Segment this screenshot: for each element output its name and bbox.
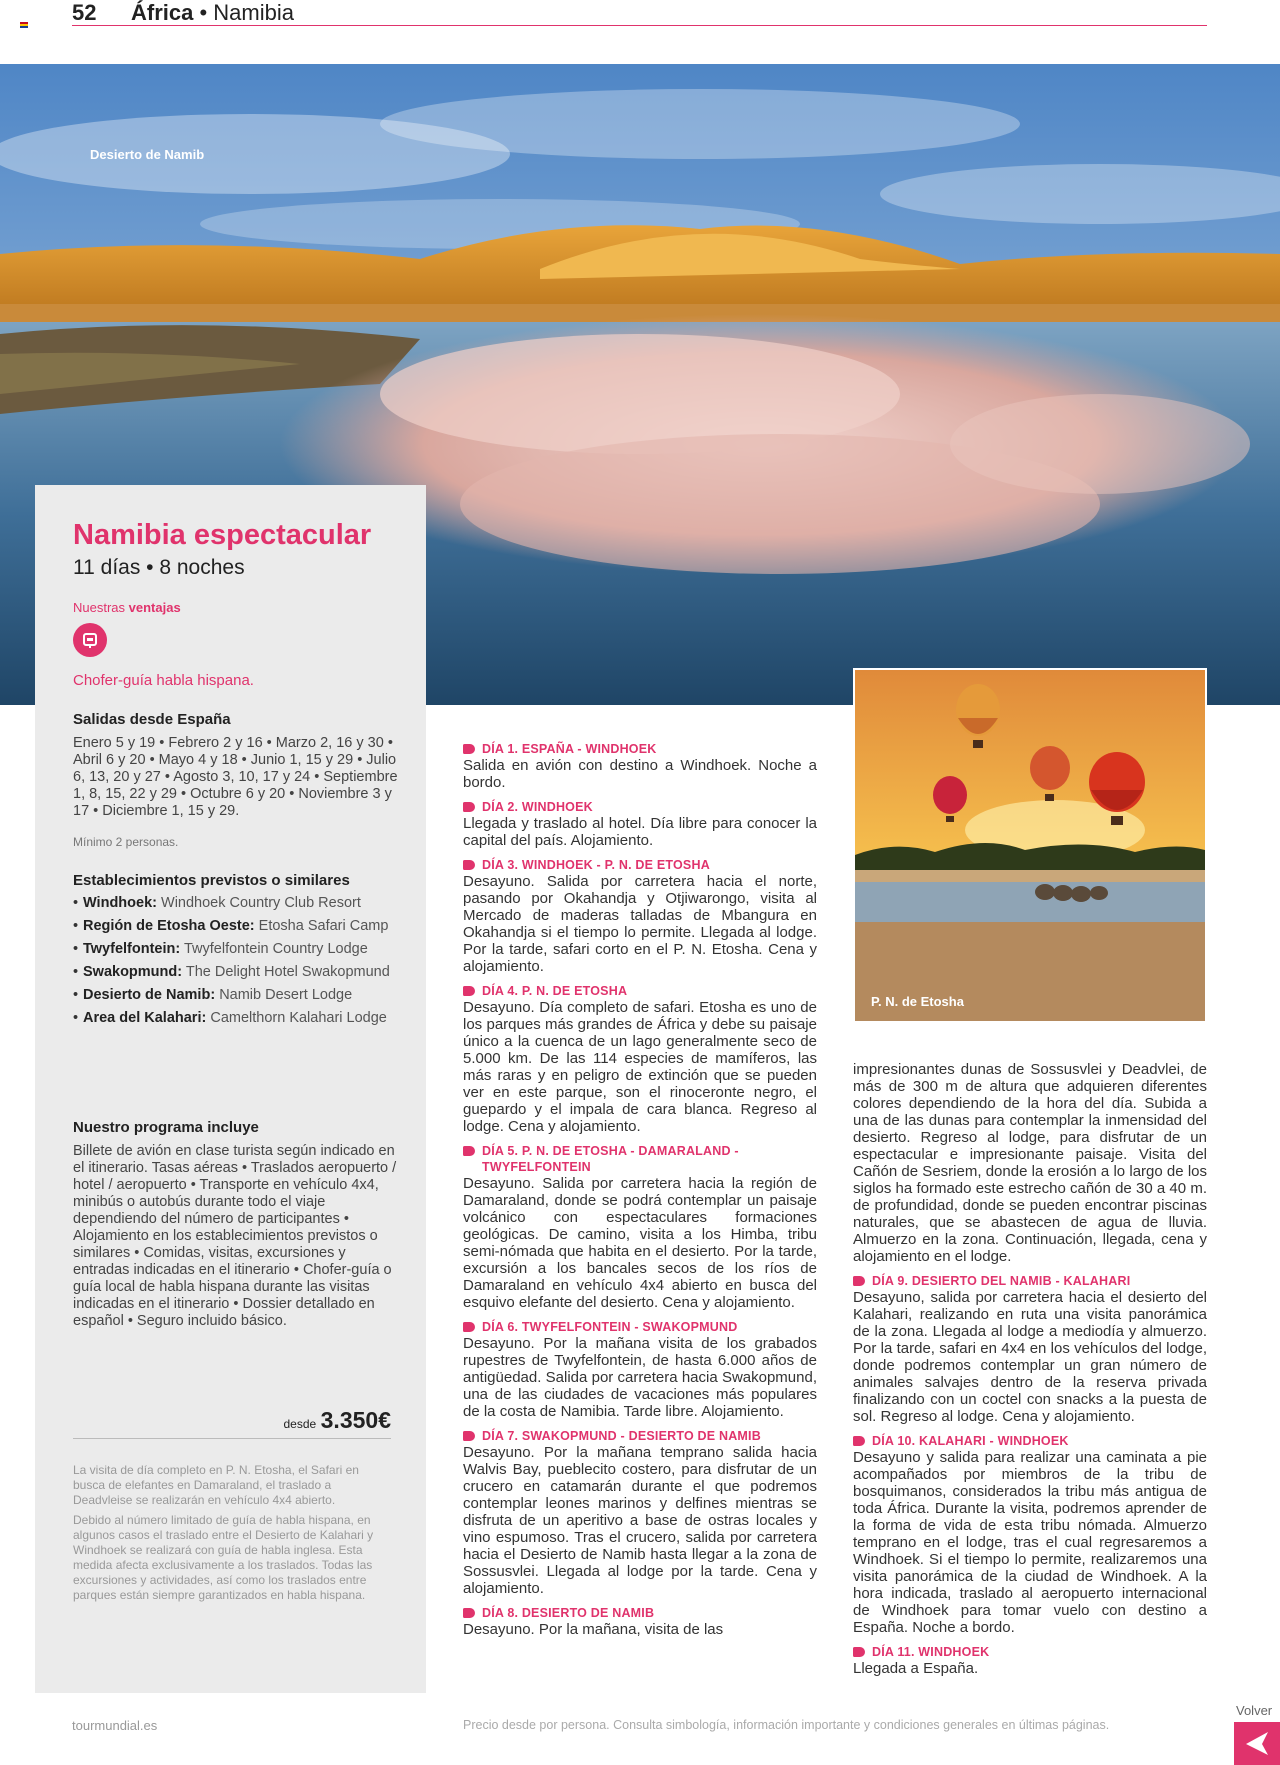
day-text: Desayuno. Día completo de safari. Etosha es uno de los parques más grandes de África y debe su paisaje único a la cuenca de un lago generalmente seco de 5.000 km. De las 114 especies de mamíferos, las más raras y en peligro de extinción que se pueden ver en este parque, son el rinoceronte negro, el guepardo y el impala de cara blanca. Regreso al lodge. Cena y alojamiento.: [463, 999, 817, 1135]
establishment-item: [73, 1010, 403, 1027]
guide-icon: [73, 623, 107, 657]
establishment-hotel: The Delight Hotel Swakopmund: [185, 964, 390, 980]
day-text-continued: impresionantes dunas de Sossusvlei y Deadvlei, de más de 300 m de altura que adquieren diferentes colores dependiendo de la hora del día. Subida a una de las dunas para contemplar la inmensidad del desierto. Regreso al lodge, para disfrutar de un espectacular e impresionante paisaje. Visita del Cañón de Sesriem, donde la erosión a lo largo de los siglos ha formado este estrecho cañón de 30 a 40 m. de profundidad, donde se pueden encontrar piscinas naturales, que se abastecen de agua de lluvia. Almuerzo en la zona. Continuación, llegada, cena y alojamiento en el lodge.: [853, 1061, 1207, 1265]
includes-heading: Nuestro programa incluye: [73, 1119, 259, 1136]
advantages-bold: ventajas: [128, 600, 181, 615]
day-title: DÍA 3. WINDHOEK - P. N. DE ETOSHA: [463, 857, 817, 873]
day-text: Desayuno. Salida por carretera hacia la región de Damaraland, donde se podrá contemplar un paisaje volcánico con espectaculares formaciones geológicas. De camino, visita a los Himba, tribu semi-nómada que habita en el desierto. Por la tarde, excursión a los bancales secos de los ríos de Damaraland en vehículo 4x4 abierto en busca del esquivo elefante del desierto. Cena y alojamiento.: [463, 1175, 817, 1311]
trip-info-panel: [35, 485, 426, 1693]
day-title: DÍA 6. TWYFELFONTEIN - SWAKOPMUND: [463, 1319, 817, 1335]
establishment-item: [73, 964, 403, 981]
establishment-place: Desierto de Namib:: [83, 987, 216, 1003]
departures-heading: Salidas desde España: [73, 711, 231, 728]
country-name: Namibia: [213, 0, 294, 25]
itinerary-day: [463, 1143, 817, 1311]
itinerary-day: [463, 857, 817, 975]
itinerary-day: [463, 1428, 817, 1597]
establishment-item: [73, 941, 403, 958]
trip-duration: 11 días • 8 noches: [73, 556, 245, 579]
title-separator: •: [193, 0, 214, 25]
arrow-left-icon: [1234, 1722, 1280, 1765]
establishment-place: Area del Kalahari:: [83, 1010, 207, 1026]
price-divider: [73, 1438, 391, 1439]
region-name: África: [131, 0, 194, 25]
page-number: 52: [72, 0, 97, 25]
establishments-list: [73, 895, 403, 1033]
back-button[interactable]: [1234, 1722, 1280, 1765]
day-title: DÍA 8. DESIERTO DE NAMIB: [463, 1605, 817, 1621]
advantage-text: Chofer-guía habla hispana.: [73, 672, 254, 689]
itinerary-column-1: [463, 741, 817, 1646]
establishment-place: Swakopmund:: [83, 964, 183, 980]
header-divider: [72, 25, 1207, 26]
day-text: Llegada y traslado al hotel. Día libre para conocer la capital del país. Alojamiento.: [463, 815, 817, 849]
establishment-item: [73, 895, 403, 912]
day-title: DÍA 7. SWAKOPMUND - DESIERTO DE NAMIB: [463, 1428, 817, 1444]
establishment-hotel: Camelthorn Kalahari Lodge: [210, 1010, 387, 1026]
itinerary-day: [463, 741, 817, 791]
day-title: DÍA 5. P. N. DE ETOSHA - DAMARALAND - TWYFELFONTEIN: [463, 1143, 817, 1175]
establishment-hotel: Namib Desert Lodge: [219, 987, 353, 1003]
day-text: Desayuno. Por la mañana visita de los grabados rupestres de Twyfelfontein, de hasta 6.000 años de antigüedad. Salida por carretera hacia Swakopmund, una de las ciudades de vacaciones más populares de la costa de Namibia. Tarde libre. Alojamiento.: [463, 1335, 817, 1420]
note-4x4: La visita de día completo en P. N. Etosha, el Safari en busca de elefantes en Damaraland, el traslado a Deadvleise se realizarán en vehículo 4x4 abierto.: [73, 1463, 359, 1507]
itinerary-day: [463, 799, 817, 849]
establishment-item: [73, 987, 403, 1004]
establishment-hotel: Etosha Safari Camp: [258, 918, 389, 934]
day-title: DÍA 11. WINDHOEK: [853, 1644, 1207, 1660]
itinerary-day: [853, 1644, 1207, 1677]
establishment-hotel: Twyfelfontein Country Lodge: [183, 941, 368, 957]
itinerary-day: [463, 983, 817, 1135]
establishment-item: [73, 918, 403, 935]
itinerary-day: [853, 1433, 1207, 1636]
note-guide: Debido al número limitado de guía de habla hispana, en algunos casos el traslado entre el Desierto de Kalahari y Windhoek se realizará con guía de habla inglesa. Esta medida afecta exclusivamente a los traslados. Todas las excursiones y actividades, así como los traslados entre parques están siempre garantizados en habla hispana.: [73, 1513, 374, 1602]
day-text: Desayuno y salida para realizar una caminata a pie acompañados por miembros de la tribu de bosquimanos, considerados la tribu más antigua de toda África. Durante la visita, podremos aprender de la forma de vida de esta tribu nómada. Almuerzo temprano en el lodge, tras el cual regresaremos a Windhoek. Si el tiempo lo permite, realizaremos una visita panorámica de la ciudad de Windhoek. A la hora indicada, traslado al aeropuerto internacional de Windhoek para tomar vuelo con destino a España. Noche a bordo.: [853, 1449, 1207, 1636]
min-people-note: Mínimo 2 personas.: [73, 835, 179, 849]
itinerary-column-2: [853, 1061, 1207, 1685]
section-title: [131, 0, 294, 26]
price: [73, 1407, 391, 1434]
etosha-photo: [853, 668, 1207, 1023]
day-text: Desayuno. Por la mañana, visita de las: [463, 1621, 724, 1638]
back-label: Volver: [1236, 1703, 1273, 1718]
advantages-label: [73, 600, 181, 615]
day-title: DÍA 9. DESIERTO DEL NAMIB - KALAHARI: [853, 1273, 1207, 1289]
day-text: Desayuno. Salida por carretera hacia el norte, pasando por Okahandja y Otjiwarongo, visita al Mercado de maderas talladas de Mbangura en Okahandja si el tiempo lo permite. Llegada al lodge. Por la tarde, safari corto en el P. N. Etosha. Cena y alojamiento.: [463, 873, 817, 975]
photo-caption: P. N. de Etosha: [871, 994, 964, 1009]
day-text: Salida en avión con destino a Windhoek. Noche a bordo.: [463, 757, 817, 791]
establishments-heading: Establecimientos previstos o similares: [73, 872, 350, 889]
itinerary-day: [853, 1273, 1207, 1425]
day-text: Desayuno, salida por carretera hacia el desierto del Kalahari, realizando en ruta una visita panorámica de la zona. Llegada al lodge a mediodía y almuerzo. Por la tarde, safari en 4x4 en los vehículos del lodge, donde podremos contemplar un gran número de animales salvajes dentro de la reserva privada finalizando con un coctel con snacks a la puesta de sol. Regreso al lodge. Cena y alojamiento.: [853, 1289, 1207, 1425]
day-title: DÍA 10. KALAHARI - WINDHOEK: [853, 1433, 1207, 1449]
establishment-place: Región de Etosha Oeste:: [83, 918, 255, 934]
trip-title: Namibia espectacular: [73, 519, 372, 551]
footer-note: Precio desde por persona. Consulta simbología, información importante y condiciones generales en últimas páginas.: [463, 1718, 1110, 1732]
footer-site-link[interactable]: tourmundial.es: [72, 1718, 158, 1733]
departures-text: Enero 5 y 19 • Febrero 2 y 16 • Marzo 2, 16 y 30 • Abril 6 y 20 • Mayo 4 y 18 • Junio 1, 15 y 29 • Julio 6, 13, 20 y 27 • Agosto 3, 10, 17 y 24 • Septiembre 1, 8, 15, 22 y 29 • Octubre 6 y 20 • Noviembre 3 y 17 • Diciembre 1, 15 y 29.: [73, 735, 398, 819]
includes-text: Billete de avión en clase turista según indicado en el itinerario. Tasas aéreas • Traslados aeropuerto / hotel / aeropuerto • Transporte en vehículo 4x4, minibús o autobús durante todo el viaje dependiendo del número de participantes • Alojamiento en los establecimientos previstos o similares • Comidas, visitas, excursiones y entradas indicadas en el itinerario • Chofer-guía o guía local de habla hispana durante las visitas indicadas en el itinerario • Dossier detallado en español • Seguro incluido básico.: [73, 1143, 397, 1329]
advantages-prefix: Nuestras: [73, 600, 126, 615]
price-prefix: desde: [283, 1417, 317, 1431]
day-title: DÍA 4. P. N. DE ETOSHA: [463, 983, 817, 999]
day-text: Desayuno. Por la mañana temprano salida hacia Walvis Bay, pueblecito costero, para disfrutar de un crucero en catamarán durante el que podremos contemplar leones marinos y delfines mientras se disfruta de un aperitivo a base de ostras locales y vino espumoso. Tras el crucero, salida por carretera hacia el Desierto de Namib hasta llegar a la zona de Sossusvlei. Llegada al lodge por la tarde. Cena y alojamiento.: [463, 1444, 817, 1597]
establishment-hotel: Windhoek Country Club Resort: [161, 895, 361, 911]
day-title: DÍA 2. WINDHOEK: [463, 799, 817, 815]
price-value: 3.350€: [320, 1407, 391, 1433]
establishment-place: Windhoek:: [83, 895, 157, 911]
day-title: DÍA 1. ESPAÑA - WINDHOEK: [463, 741, 817, 757]
establishment-place: Twyfelfontein:: [83, 941, 181, 957]
flag-icon: [20, 22, 28, 28]
itinerary-day: [463, 1605, 817, 1638]
day-text: Llegada a España.: [853, 1660, 979, 1677]
hero-caption: Desierto de Namib: [90, 147, 205, 162]
itinerary-day: [463, 1319, 817, 1420]
